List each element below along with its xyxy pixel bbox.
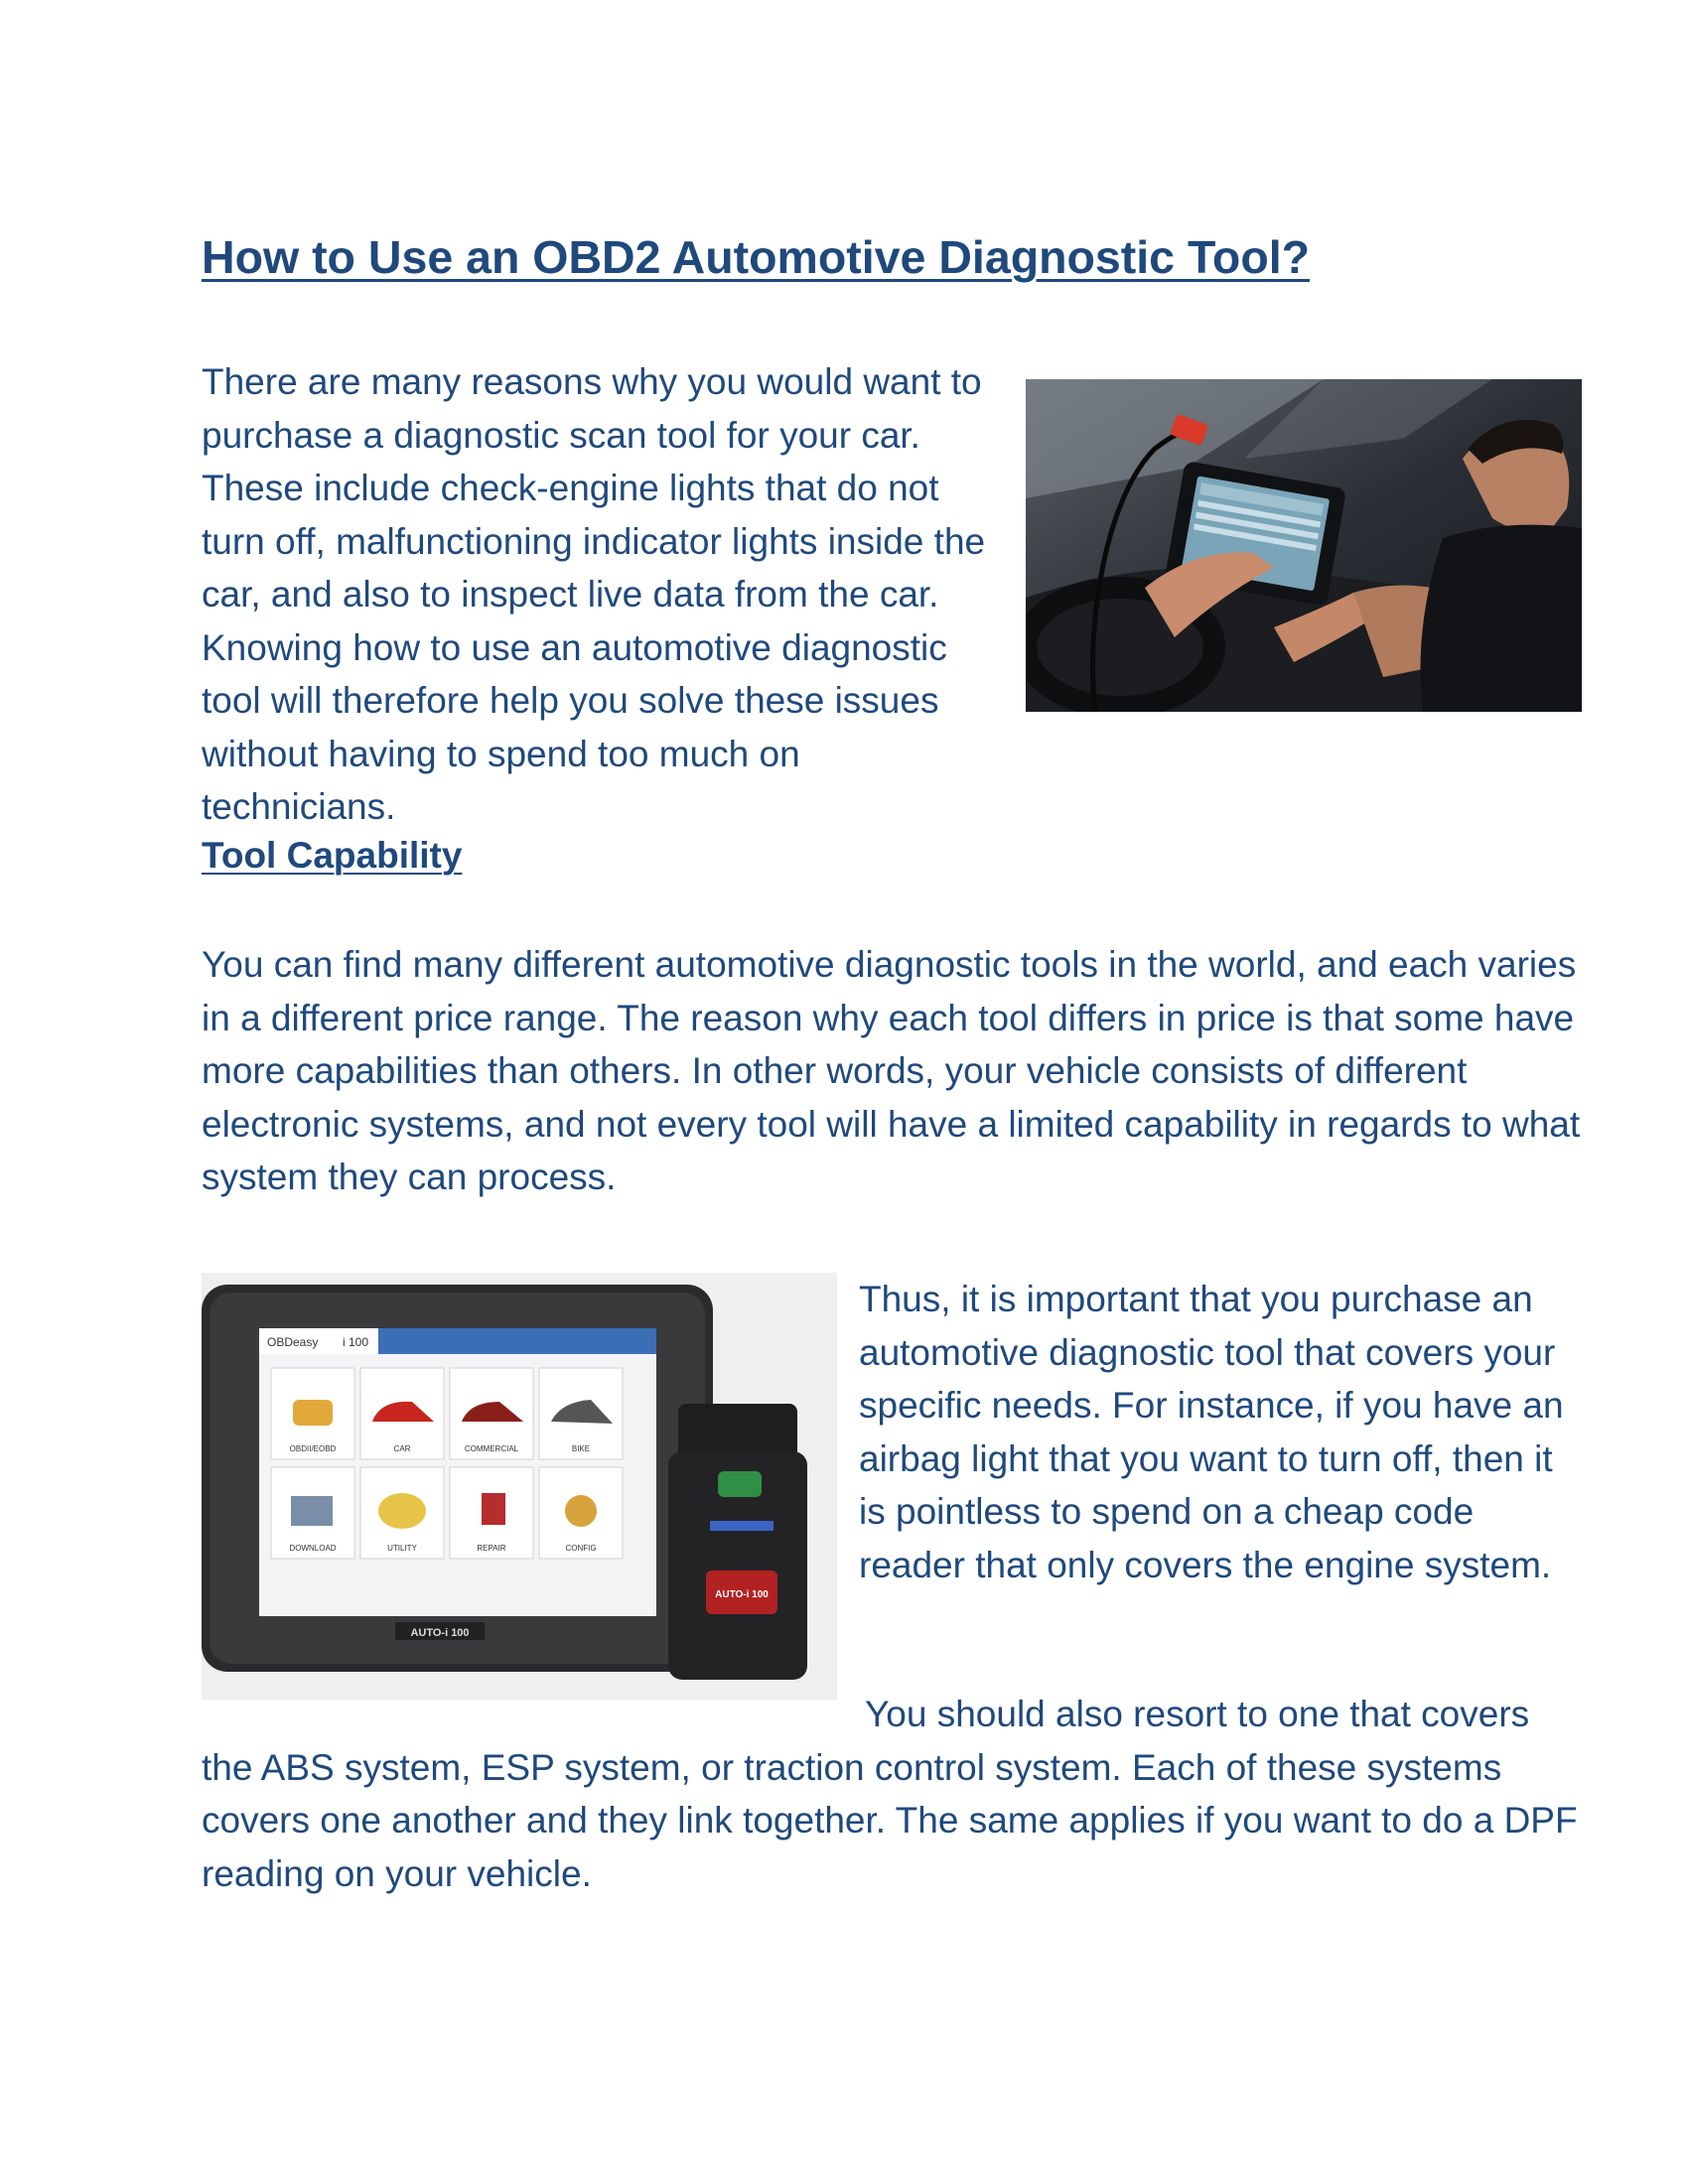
mechanic-using-tablet-icon	[1026, 379, 1582, 712]
svg-text:OBDeasy: OBDeasy	[267, 1335, 319, 1349]
capability-paragraph: You can find many different automotive diagnostic tools in the world, and each varies in a different price range. The reason why each tool differs in price is that some have more capabilities than others. In other words, your vehicle consists of different electronic systems, and not every tool will have a limited capability in regards to what system they can process.	[202, 944, 1581, 1197]
svg-text:REPAIR: REPAIR	[477, 1544, 506, 1553]
needs-paragraph: Thus, it is important that you purchase an automotive diagnostic tool that covers your specific needs. For instance, if you have an airbag light that you want to turn off, then it is pointless to spend on a cheap code reader that only covers the engine system.	[859, 1279, 1564, 1585]
svg-text:DOWNLOAD: DOWNLOAD	[289, 1544, 337, 1553]
tablet-brand-label: i 100	[343, 1335, 369, 1349]
product-photo	[202, 1273, 837, 1700]
diagnostic-tablet-product-icon	[202, 1273, 837, 1700]
intro-section	[202, 355, 1582, 834]
svg-text:CAR: CAR	[393, 1444, 411, 1453]
systems-paragraph	[202, 1688, 1582, 1900]
systems-paragraph-text: You should also resort to one that covers the ABS system, ESP system, or traction control system. Each of these systems covers one another and they link together. The same applies if you want to do a DPF reading on your vehicle.	[202, 1694, 1578, 1894]
svg-text:AUTO-i 100: AUTO-i 100	[715, 1589, 769, 1600]
tablet-bezel-label: AUTO-i 100	[410, 1627, 470, 1639]
section-heading-tool-capability: Tool Capability	[202, 835, 463, 876]
intro-paragraph: There are many reasons why you would want to purchase a diagnostic scan tool for your car. These include check-engine lights that do not turn off, malfunctioning indicator lights inside the car, and also to inspect live data from the car. Knowing how to use an automotive diagnostic tool will therefore help you solve these issues without having to spend too much on technicians.	[202, 361, 986, 827]
svg-text:UTILITY: UTILITY	[387, 1544, 417, 1553]
needs-section	[202, 1273, 1582, 1700]
svg-text:OBDII/EOBD: OBDII/EOBD	[289, 1444, 337, 1453]
svg-text:CONFIG: CONFIG	[565, 1544, 597, 1553]
page-title: How to Use an OBD2 Automotive Diagnostic Tool?	[202, 231, 1311, 283]
mechanic-photo	[1026, 379, 1582, 712]
svg-text:BIKE: BIKE	[571, 1444, 591, 1453]
svg-text:COMMERCIAL: COMMERCIAL	[464, 1444, 519, 1453]
